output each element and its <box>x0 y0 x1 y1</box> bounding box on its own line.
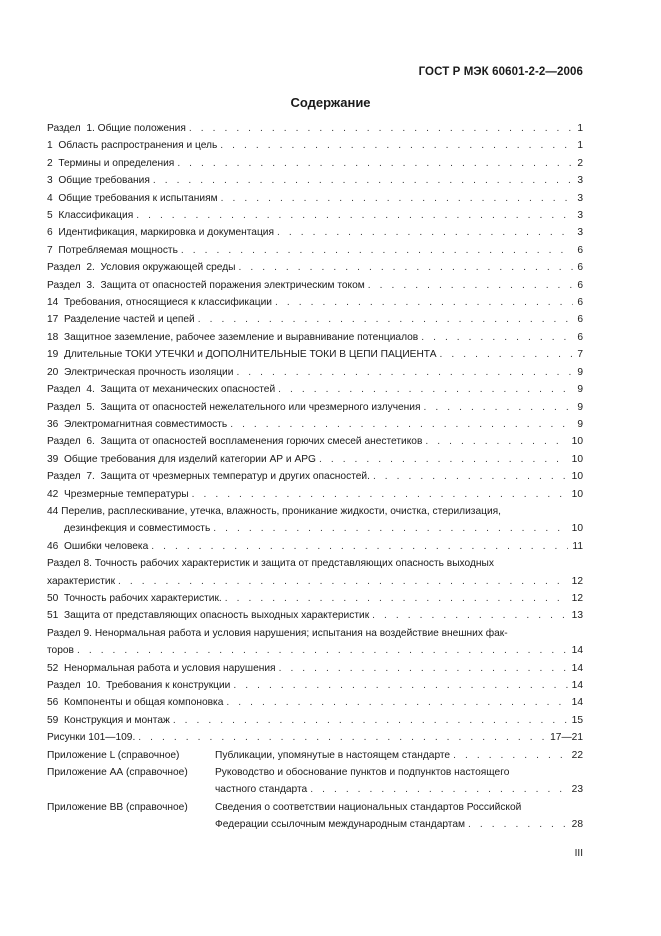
toc-entry <box>47 137 583 154</box>
leader-dots <box>421 329 573 346</box>
toc-entry-line <box>47 294 583 311</box>
appendix-label: Приложение L (справочное) <box>47 749 180 761</box>
toc-entry <box>47 729 583 746</box>
toc-entry-line <box>47 520 583 537</box>
leader-dots <box>238 259 573 276</box>
leader-dots <box>226 694 567 711</box>
toc-entry <box>47 416 583 433</box>
leader-dots <box>373 468 568 485</box>
toc-entry-title: Раздел 4. Защита от механических опасностей <box>47 384 276 396</box>
toc-entry-line <box>47 259 583 276</box>
toc-entry-title: 42 Чрезмерные температуры <box>47 488 189 500</box>
toc-entry-title: 59 Конструкция и монтаж <box>47 714 170 726</box>
toc-entry <box>47 399 583 416</box>
toc-entry-line <box>47 468 583 485</box>
toc-entry-title: Раздел 6. Защита от опасностей воспламенения горючих смесей анестетиков <box>47 436 423 448</box>
toc-entry-page: 6 <box>577 244 583 256</box>
toc-entry-title: частного стандарта <box>215 784 308 796</box>
toc-entry-page: 2 <box>577 157 583 169</box>
toc-entry-title: 1 Область распространения и цель <box>47 140 218 152</box>
toc-entry-line <box>47 486 583 503</box>
toc-entry-line <box>47 311 583 328</box>
toc-entry-line <box>215 747 583 764</box>
toc-entry <box>47 590 583 607</box>
toc-entry <box>47 155 583 172</box>
leader-dots <box>425 433 567 450</box>
toc-entry-line <box>47 416 583 433</box>
toc-entry-line <box>47 277 583 294</box>
toc-entry-title: характеристик <box>47 575 116 587</box>
toc-entry-line <box>47 573 583 590</box>
toc-entry-title: Рисунки 101—109. <box>47 732 136 744</box>
table-of-contents <box>47 120 583 834</box>
toc-entry-title: 4 Общие требования к испытаниям <box>47 192 218 204</box>
toc-entry-line <box>47 137 583 154</box>
toc-entry-page: 12 <box>571 575 583 587</box>
leader-dots <box>213 520 567 537</box>
toc-entry-line <box>47 729 583 746</box>
toc-entry <box>47 607 583 624</box>
toc-entry-line <box>47 399 583 416</box>
toc-entry-page: 9 <box>577 366 583 378</box>
toc-entry-line <box>47 660 583 677</box>
toc-entry-page: 9 <box>577 418 583 430</box>
toc-entry-title: Федерации ссылочным международным стандартам <box>215 819 466 831</box>
toc-entry-line <box>47 364 583 381</box>
leader-dots <box>368 277 574 294</box>
toc-entry-page: 28 <box>571 819 583 831</box>
toc-entry-page: 15 <box>571 714 583 726</box>
toc-entry-title: Публикации, упомянутые в настоящем стандарте <box>215 749 451 761</box>
toc-entry-line <box>47 381 583 398</box>
toc-entry-page: 17—21 <box>550 732 583 744</box>
toc-entry-page: 11 <box>572 540 583 552</box>
toc-entry-title-line1: Раздел 9. Ненормальная работа и условия нарушения; испытания на воздействие внешних фак- <box>47 627 508 639</box>
toc-entry-page: 9 <box>577 384 583 396</box>
leader-dots <box>468 816 568 833</box>
toc-entry-title: Раздел 2. Условия окружающей среды <box>47 262 236 274</box>
toc-entry <box>47 660 583 677</box>
toc-entry-title: 56 Компоненты и общая компоновка <box>47 697 224 709</box>
appendix-entry <box>47 747 583 764</box>
toc-entry <box>47 277 583 294</box>
appendix-entry <box>47 799 583 834</box>
toc-entry-page: 6 <box>577 314 583 326</box>
toc-entry <box>47 433 583 450</box>
leader-dots <box>453 747 568 764</box>
toc-entry-title: 17 Разделение частей и цепей <box>47 314 195 326</box>
leader-dots <box>230 416 573 433</box>
toc-entry <box>47 172 583 189</box>
toc-entry <box>47 190 583 207</box>
toc-entry-page: 3 <box>577 210 583 222</box>
leader-dots <box>278 381 573 398</box>
toc-entry-page: 6 <box>577 279 583 291</box>
toc-entry-page: 9 <box>577 401 583 413</box>
toc-entry-line <box>47 207 583 224</box>
toc-entry-line <box>47 120 583 137</box>
toc-entry-title: 36 Электромагнитная совместимость <box>47 418 228 430</box>
toc-entry-line <box>47 677 583 694</box>
page-title: Содержание <box>290 95 371 110</box>
toc-entry-title: Раздел 7. Защита от чрезмерных температур и других опасностей. <box>47 471 370 483</box>
leader-dots <box>173 712 568 729</box>
toc-entry <box>47 207 583 224</box>
toc-entry-page: 6 <box>577 262 583 274</box>
leader-dots <box>221 190 574 207</box>
toc-entry <box>47 381 583 398</box>
toc-entry-line <box>47 642 583 659</box>
toc-entry-line <box>47 155 583 172</box>
toc-entry-page: 1 <box>577 140 583 152</box>
toc-entry-title: Раздел 5. Защита от опасностей нежелательного или чрезмерного излучения <box>47 401 421 413</box>
toc-entry-page: 10 <box>571 436 583 448</box>
toc-entry-line <box>47 712 583 729</box>
toc-entry <box>47 694 583 711</box>
toc-entry-page: 6 <box>577 297 583 309</box>
toc-entry-title: 51 Защита от представляющих опасность выходных характеристик <box>47 610 370 622</box>
toc-entry <box>47 364 583 381</box>
toc-entry-page: 14 <box>571 680 583 691</box>
toc-entry <box>47 346 583 363</box>
leader-dots <box>220 137 573 154</box>
leader-dots <box>279 660 568 677</box>
toc-entry <box>47 242 583 259</box>
toc-entry <box>47 677 583 694</box>
toc-entry-line <box>47 607 583 624</box>
toc-entry-title: 18 Защитное заземление, рабочее заземление и выравнивание потенциалов <box>47 331 419 343</box>
toc-entry <box>47 625 583 660</box>
toc-entry <box>47 259 583 276</box>
leader-dots <box>277 224 573 241</box>
leader-dots <box>138 729 546 746</box>
toc-entry-title: 6 Идентификация, маркировка и документация <box>47 227 275 239</box>
toc-entry-page: 14 <box>571 662 583 674</box>
leader-dots <box>189 120 573 137</box>
leader-dots <box>310 781 567 798</box>
toc-entry-page: 10 <box>571 453 583 465</box>
toc-entry-line <box>47 538 583 555</box>
toc-entry <box>47 555 583 590</box>
toc-entry-title: 19 Длительные ТОКИ УТЕЧКИ и ДОПОЛНИТЕЛЬНЫЕ ТОКИ В ЦЕПИ ПАЦИЕНТА <box>47 349 437 361</box>
leader-dots <box>153 172 573 189</box>
toc-entry-title: 5 Классификация <box>47 210 134 222</box>
toc-entry-line <box>47 451 583 468</box>
toc-entry-title: 50 Точность рабочих характеристик. <box>47 592 222 604</box>
toc-entry-page: 3 <box>577 192 583 204</box>
toc-entry-page: 6 <box>577 331 583 343</box>
toc-entry <box>47 538 583 555</box>
toc-entry-page: 14 <box>571 697 583 709</box>
toc-entry-title: 3 Общие требования <box>47 175 150 187</box>
leader-dots <box>424 399 574 416</box>
toc-entry-line <box>47 590 583 607</box>
leader-dots <box>372 607 567 624</box>
toc-entry <box>47 712 583 729</box>
toc-entry-title-line1: 44 Перелив, расплескивание, утечка, влажность, проникание жидкости, очистка, стерилизация, <box>47 505 502 517</box>
leader-dots <box>236 364 573 381</box>
toc-entry <box>47 486 583 503</box>
appendix-label: Приложение АА (справочное) <box>47 767 188 779</box>
leader-dots <box>136 207 573 224</box>
toc-entry <box>47 503 583 538</box>
toc-entry-page: 14 <box>571 645 583 657</box>
leader-dots <box>118 573 568 590</box>
leader-dots <box>151 538 568 555</box>
toc-entry <box>47 294 583 311</box>
toc-entry-line <box>47 190 583 207</box>
leader-dots <box>225 590 568 607</box>
leader-dots <box>192 486 568 503</box>
appendix-label: Приложение ВВ (справочное) <box>47 801 188 813</box>
toc-entry <box>47 451 583 468</box>
toc-entry-title: 7 Потребляемая мощность <box>47 244 178 256</box>
toc-entry <box>47 329 583 346</box>
page-number: III <box>574 848 583 859</box>
toc-entry-title: 52 Ненормальная работа и условия нарушения <box>47 662 276 674</box>
toc-entry-page: 13 <box>571 610 583 622</box>
toc-entry-title: Раздел 1. Общие положения <box>47 123 186 134</box>
toc-entry-title: Раздел 3. Защита от опасностей поражения электрическим током <box>47 279 365 291</box>
toc-entry-title: Раздел 10. Требования к конструкции <box>47 680 231 691</box>
toc-entry-page: 7 <box>577 349 583 361</box>
leader-dots <box>319 451 568 468</box>
leader-dots <box>198 311 574 328</box>
toc-entry-page: 10 <box>571 471 583 483</box>
leader-dots <box>440 346 574 363</box>
toc-entry-title-line1: Раздел 8. Точность рабочих характеристик и защита от представляющих опасность выходных <box>47 558 494 570</box>
leader-dots <box>181 242 573 259</box>
toc-entry-line <box>47 224 583 241</box>
toc-entry-title: 2 Термины и определения <box>47 157 175 169</box>
toc-entry-line <box>47 172 583 189</box>
toc-entry-title: торов <box>47 645 74 657</box>
toc-entry-title: 46 Ошибки человека <box>47 540 149 552</box>
appendix-title-line1: Руководство и обоснование пунктов и подпунктов настоящего <box>215 767 510 779</box>
toc-entry-page: 3 <box>577 175 583 187</box>
toc-entry <box>47 311 583 328</box>
toc-entry <box>47 120 583 137</box>
leader-dots <box>177 155 573 172</box>
toc-entry-line <box>47 433 583 450</box>
toc-entry <box>47 224 583 241</box>
toc-entry-line <box>47 346 583 363</box>
toc-entry-page: 12 <box>571 592 583 604</box>
toc-entry-page: 3 <box>577 227 583 239</box>
leader-dots <box>233 677 567 694</box>
appendix-title-line1: Сведения о соответствии национальных стандартов Российской <box>215 801 522 813</box>
appendix-entry <box>47 764 583 799</box>
toc-entry-line <box>215 816 583 833</box>
toc-entry-page: 10 <box>571 523 583 535</box>
toc-entry-page: 23 <box>571 784 583 796</box>
leader-dots <box>275 294 573 311</box>
toc-entry-page: 10 <box>571 488 583 500</box>
toc-entry-title: 39 Общие требования для изделий категории АР и APG <box>47 453 316 465</box>
toc-entry-title: 20 Электрическая прочность изоляции <box>47 366 234 378</box>
document-code: ГОСТ Р МЭК 60601-2-2—2006 <box>418 66 583 78</box>
toc-entry-title: дезинфекция и совместимость <box>47 523 211 535</box>
toc-entry-line <box>47 242 583 259</box>
toc-entry-page: 22 <box>571 749 583 761</box>
toc-entry-line <box>215 781 583 798</box>
toc-entry-page: 1 <box>577 123 583 134</box>
toc-entry-line <box>47 329 583 346</box>
toc-entry-line <box>47 694 583 711</box>
toc-entry-title: 14 Требования, относящиеся к классификации <box>47 297 272 309</box>
leader-dots <box>77 642 568 659</box>
toc-entry <box>47 468 583 485</box>
